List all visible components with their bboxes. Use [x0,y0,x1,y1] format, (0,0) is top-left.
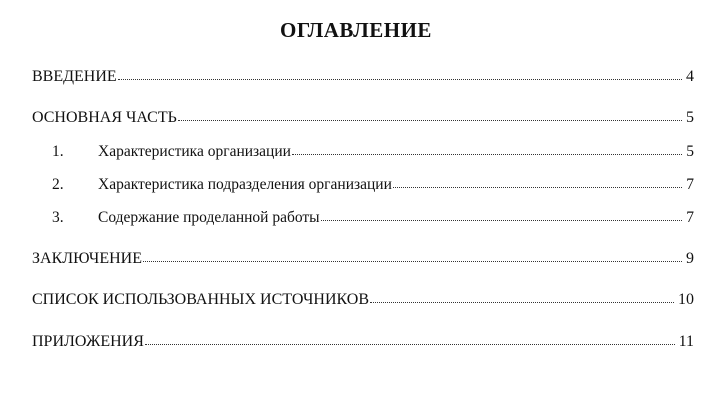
toc-entry-label: СПИСОК ИСПОЛЬЗОВАННЫХ ИСТОЧНИКОВ [32,291,370,308]
toc-dot-leader [143,249,682,263]
toc-entry-label: ЗАКЛЮЧЕНИЕ [32,250,142,267]
toc-dot-leader [178,108,682,122]
toc-entry-page-number: 10 [678,291,694,308]
toc-entry-page-number: 7 [686,176,694,193]
toc-entry-references[interactable] [32,290,694,310]
toc-entry-page-number: 5 [686,143,694,160]
toc-subentry-work-content[interactable] [52,208,694,228]
toc-entry-number: 3. [52,209,64,226]
toc-entry-page-number: 7 [686,209,694,226]
toc-dot-leader [393,175,682,189]
toc-entry-label: ПРИЛОЖЕНИЯ [32,333,144,350]
toc-subentry-division[interactable] [52,175,694,195]
toc-entry-label: Характеристика подразделения организации [98,176,392,193]
toc-entry-label: Содержание проделанной работы [98,209,320,226]
toc-entry-label: ОСНОВНАЯ ЧАСТЬ [32,109,177,126]
toc-entry-main-part[interactable] [32,108,694,128]
toc-entry-page-number: 4 [686,68,694,85]
toc-entry-page-number: 9 [686,250,694,267]
toc-dot-leader [118,67,682,81]
toc-dot-leader [321,208,683,222]
toc-dot-leader [370,290,674,304]
toc-subentry-organization[interactable] [52,142,694,162]
toc-dot-leader [145,332,675,346]
toc-entry-label: ВВЕДЕНИЕ [32,68,117,85]
toc-entry-page-number: 11 [678,333,694,350]
toc-heading: ОГЛАВЛЕНИЕ [280,18,432,42]
toc-entry-introduction[interactable] [32,67,694,87]
toc-entry-number: 1. [52,143,64,160]
toc-entry-label: Характеристика организации [98,143,291,160]
toc-entry-number: 2. [52,176,64,193]
toc-entry-page-number: 5 [686,109,694,126]
toc-entry-appendices[interactable] [32,332,694,352]
toc-dot-leader [292,142,682,156]
toc-entry-conclusion[interactable] [32,249,694,269]
